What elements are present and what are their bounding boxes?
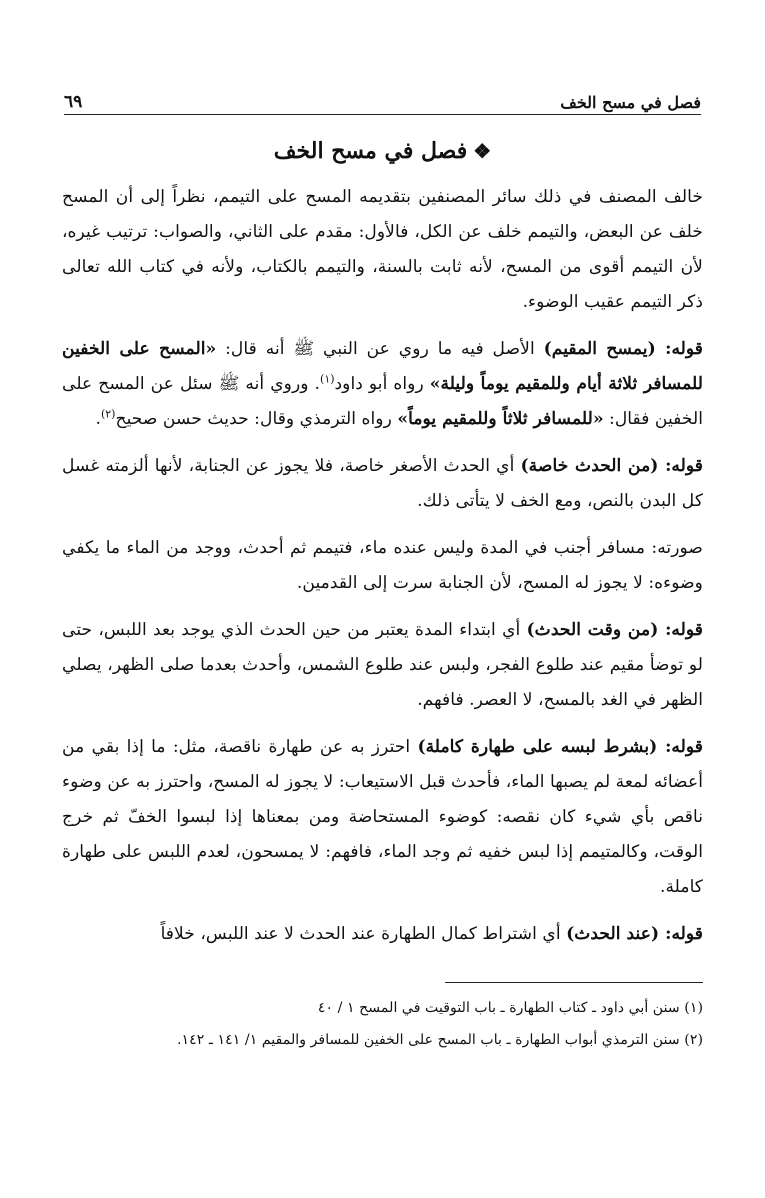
paragraph [62, 531, 703, 601]
text-run: رواه أبو داود [334, 374, 430, 394]
body-text [62, 180, 703, 964]
footnote-reference: (٢) [100, 407, 116, 421]
paragraph [62, 917, 703, 952]
paragraph [62, 449, 703, 519]
footnotes [62, 992, 703, 1056]
footnote-divider [445, 982, 703, 983]
text-run: الأصل فيه ما روي عن النبي ﷺ أنه قال: [216, 339, 544, 359]
text-run: رواه الترمذي وقال: حديث حسن صحيح [115, 409, 398, 429]
paragraph [62, 332, 703, 437]
footnote: (٢) سنن الترمذي أبواب الطهارة ـ باب المسح على الخفين للمسافر والمقيم ١/ ١٤١ ـ ١٤٢. [176, 1032, 703, 1048]
bold-text: «المسح على الخفين للمسافر ثلاثة أيام وللمقيم يوماً وليلة» [62, 339, 703, 394]
section-heading [0, 138, 765, 164]
running-header [64, 82, 701, 115]
running-title: فصل في مسح الخف [560, 93, 701, 112]
bold-text: قوله: (من الحدث خاصة) [520, 456, 703, 476]
text-run: أي ابتداء المدة يعتبر من حين الحدث الذي يوجد بعد اللبس، حتى لو توضأ مقيم عند طلوع الفجر، ولبس عند طلوع الشمس، وأحدث بعدما صلى الظهر، يصلي الظهر في الغد بالمسح، لا العصر. فافهم. [62, 620, 703, 710]
paragraph [62, 613, 703, 718]
bold-text: قوله: (عند الحدث) [566, 924, 703, 944]
text-run: . وروي أنه ﷺ سئل عن المسح على الخفين فقال: [62, 374, 703, 429]
text-run: أي الحدث الأصغر خاصة، فلا يجوز عن الجنابة، لأنها ألزمته غسل كل البدن بالنص، ومع الخف لا يتأتى ذلك. [62, 456, 703, 511]
bold-text: قوله: (بشرط لبسه على طهارة كاملة) [417, 737, 703, 757]
footnote: (١) سنن أبي داود ـ كتاب الطهارة ـ باب التوقيت في المسح ١ / ٤٠ [317, 1000, 703, 1016]
paragraph [62, 730, 703, 905]
text-run: صورته: مسافر أجنب في المدة وليس عنده ماء، فتيمم ثم أحدث، ووجد من الماء ما يكفي وضوءه: لا يجوز له المسح، لأن الجنابة سرت إلى القدمين. [62, 538, 703, 593]
bold-text: «للمسافر ثلاثاً وللمقيم يوماً» [397, 409, 604, 429]
text-run: احترز به عن طهارة ناقصة، مثل: ما إذا بقي من أعضائه لمعة لم يصبها الماء، فأحدث قبل الاستيعاب: لا يجوز له المسح، واحترز به عن وضوء ناقص بأي شيء كان نقصه: كوضوء المستحاضة ومن بمعناها إذا لبسوا الخفّ ثم خرج الوقت، وكالمتيمم إذا لبس خفيه ثم وجد الماء، فافهم: لا يمسحون، لعدم اللبس على طهارة كاملة. [62, 737, 703, 897]
text-run: أي اشتراط كمال الطهارة عند الحدث لا عند اللبس، خلافاً [160, 924, 567, 944]
paragraph [62, 180, 703, 320]
text-run: . [95, 409, 101, 429]
bold-text: قوله: (يمسح المقيم) [543, 339, 703, 359]
section-title: فصل في مسح الخف [273, 138, 468, 164]
page-number: ٦٩ [64, 92, 83, 112]
ornament-icon: ❖ [473, 139, 492, 163]
footnote-reference: (١) [320, 372, 335, 386]
text-run: خالف المصنف في ذلك سائر المصنفين بتقديمه المسح على التيمم، نظراً إلى أن المسح خلف عن البعض، والتيمم خلف عن الكل، فالأول: مقدم على الثاني، والصواب: ترتيب غيره، لأن التيمم أقوى من المسح، لأنه ثابت بالسنة، والتيمم بالكتاب، ولأنه في كتاب الله تعالى ذكر التيمم عقيب الوضوء. [62, 187, 703, 312]
bold-text: قوله: (من وقت الحدث) [526, 620, 703, 640]
